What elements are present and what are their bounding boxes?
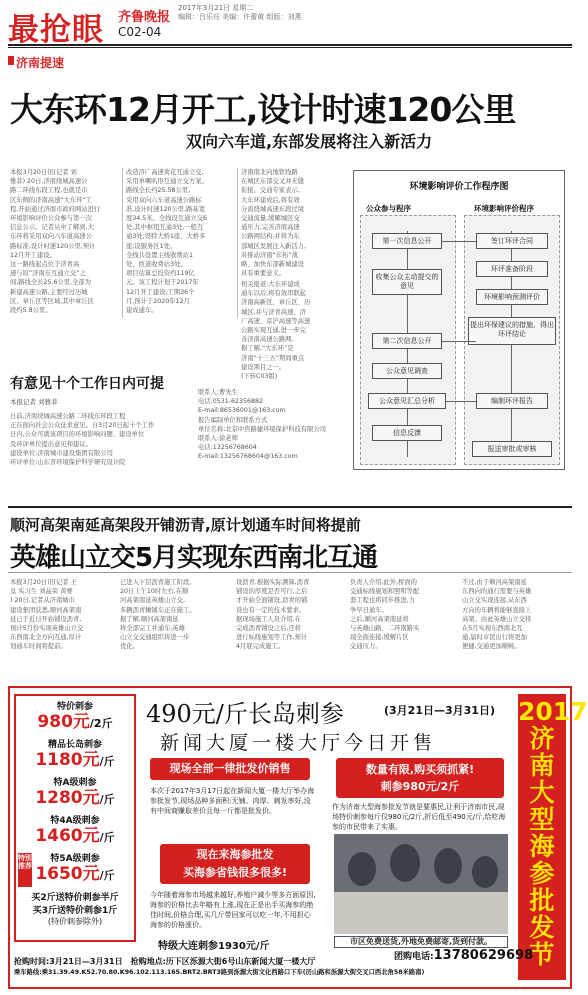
notice-title: 有意见十个工作日内可提 xyxy=(10,376,164,392)
text-line: 套工程也将同步推进,力 xyxy=(350,597,415,605)
text-line: 山立交交通组织将进一步 xyxy=(120,634,190,642)
text-line: 建设项目之一。 xyxy=(241,363,286,371)
text-line: 通压力,完善济南高速 xyxy=(241,224,300,232)
ad-bonus-note: (特价刺参除外) xyxy=(47,917,103,926)
text-line: 公路网结构,并将为东 xyxy=(241,233,300,241)
contact-line: E-mail:13256768604@163.com xyxy=(198,453,298,461)
text-line: 12月开工建设。 xyxy=(10,251,56,259)
ad-limited-line-1: 数量有限,购买须抓紧! xyxy=(365,763,475,776)
text-line: 20日上午10时左右,在顺 xyxy=(120,588,189,596)
story2-column-1 xyxy=(10,578,114,668)
diagram-left-step: 第二次信息公开 xyxy=(372,333,442,349)
text-line: 延已于近日开始铺设沥青, xyxy=(10,615,82,623)
ad-red-box-line-1: 现在来海参批发 xyxy=(196,848,274,861)
contact-line: 联系人:曹先生 xyxy=(198,389,238,396)
ad-date-range: (3月21日—3月31日) xyxy=(384,704,495,717)
text-line: 处、匝道收费站3处。 xyxy=(126,261,187,269)
notice-line: 建设单位:济南城市建设集团有限公司 xyxy=(10,449,113,457)
text-line: 完成沥青铺设之后,还将 xyxy=(236,625,301,633)
price-item xyxy=(16,851,134,886)
text-line: 铺设的厚度是否可行,之后 xyxy=(236,588,308,596)
text-line: 城区,并与济青高速、济 xyxy=(241,308,306,316)
issue-date: 2017年3月21日 xyxy=(178,4,231,12)
section-tag-marker xyxy=(8,56,14,65)
text-line: 段约5.8公里。 xyxy=(10,307,52,315)
ad-paragraph-3: 今年随着海参市场越来越好,养殖户减少等多方面原因,海参的价格比去年略有上涨,现在正是出手买海参的绝佳时间,价格合理,买几斤带回家可以吃一年,不用担心海参的价格涨价。 xyxy=(150,891,316,929)
price-item-value xyxy=(16,864,134,886)
price-item xyxy=(16,813,134,848)
ad-red-banner: 现场全部一律批发价销售 xyxy=(150,758,310,780)
text-line: 多辆沥青摊铺车正在施工。 xyxy=(120,606,196,614)
text-line: 划通车时间将提前。 xyxy=(10,643,67,651)
ad-paragraph-2: 作为济南大型海参批发节就是要惠民,让利于济南市民,现场特价刺参每斤仅980元/2斤,折后低至490元/斤,给吃海参的市民带来了实惠。 xyxy=(332,803,506,831)
text-line: 采用单喇叭形互通立交方案。 xyxy=(126,178,208,186)
diagram-link xyxy=(442,341,476,342)
text-line: 济南高新区、章丘区、历 xyxy=(241,299,311,307)
story1-column-3 xyxy=(241,168,347,278)
header-rule-thin xyxy=(8,47,572,48)
price-item-name: 特5A级刺参 xyxy=(50,854,100,864)
text-line: 准,设计时速120公里,路基宽 xyxy=(126,205,205,213)
price-unit: /斤 xyxy=(99,831,115,844)
diagram-right-step: 签订环评合同 xyxy=(476,233,548,249)
text-line: 大东环建成后,将有效 xyxy=(241,196,300,204)
header-rule xyxy=(8,44,572,46)
price-item-value xyxy=(16,788,134,810)
diagram-right-heading: 环境影响评价程序 xyxy=(474,204,534,213)
price-item-name: 特4A级刺参 xyxy=(50,816,100,826)
text-line: 交通压力。 xyxy=(350,643,382,651)
text-line: 优化。 xyxy=(120,643,139,651)
text-line: 度34.5米。全线设互通立交6 xyxy=(126,215,207,223)
text-line: 东西南北全方向互通,原计 xyxy=(10,634,82,642)
editor-credit: 编辑：吕乐珏 xyxy=(178,13,220,21)
text-line: 东环将采用双向六车道高速公 xyxy=(10,233,92,241)
ad-subtitle: 新闻大厦一楼大厅今日开售 xyxy=(160,732,437,754)
price-item xyxy=(16,699,134,734)
text-line: 元。该工程计划于2017年 xyxy=(126,279,199,287)
story1-column-4 xyxy=(241,280,347,380)
text-line: 12月开工建设,工期36个 xyxy=(126,288,195,296)
text-line: 争早日通车。 xyxy=(350,606,388,614)
section-tag: 济南提速 xyxy=(16,56,65,70)
text-line: 这一路线起点位于济青高 xyxy=(10,261,80,269)
text-line: 与英雄山路、二环南路实 xyxy=(350,625,420,633)
notice-line: 日前,济南绕城高速公路二环线东环段工程 xyxy=(10,413,126,420)
text-line: 济南南北向地铁线路 xyxy=(241,169,298,176)
price-item-name: 特价刺参 xyxy=(56,702,93,712)
text-line: 本报3月20日讯(记者 刘 xyxy=(10,169,77,176)
text-line: 皇 实习生 刘晶荣 黄赛 xyxy=(10,588,73,596)
text-line: 方向的车辆将能够直接上 xyxy=(462,606,532,614)
text-line: 在5月实现东西南北互 xyxy=(462,625,523,633)
text-line: 相关报道:大东环建成 xyxy=(241,281,300,288)
text-line: 新建高速公路,主要经过历城 xyxy=(10,288,88,296)
text-line: 之后,顺河高架南延将 xyxy=(350,615,409,623)
contact-line: 电话:13256768604 xyxy=(198,444,257,452)
price-amount: 1650元 xyxy=(35,864,100,884)
text-line: 分流绕城高速东段过境 xyxy=(241,205,304,213)
story2-column-2 xyxy=(120,578,230,668)
text-line: 建成通车。 xyxy=(126,307,158,315)
text-line: 环境影响评价公众参与第一次 xyxy=(10,215,92,223)
ad-red-box-line-2: 买海参省钱很多很多! xyxy=(182,866,288,879)
price-amount: 980元 xyxy=(37,712,90,732)
notice-byline: 本报记者 刘雅菲 xyxy=(10,398,58,406)
photo-counter xyxy=(334,892,508,934)
contact-line: 单位名称:北京中咨路捷环境保护科技有限公司 xyxy=(198,425,327,433)
text-line: 据了解,顺河高架南延 xyxy=(120,615,179,623)
text-line: 信息公示。记者从中了解到,大 xyxy=(10,224,94,232)
ad-phone xyxy=(394,948,533,963)
text-line: 速与原“济南东互通立交”之 xyxy=(10,270,86,278)
story2-column-3 xyxy=(236,578,344,668)
price-amount: 1180元 xyxy=(35,750,100,770)
diagram-right-step: 提出环保建议的措施、得出环评结论 xyxy=(468,317,556,345)
text-line: 高架。由此英雄山立交将 xyxy=(462,615,532,623)
ad-limited-box xyxy=(336,758,504,798)
ad-place: 抢购地点:历下区泺源大街6号山东新闻大厦一楼大厅 xyxy=(130,957,316,966)
price-unit: /斤 xyxy=(99,755,115,768)
advertisement xyxy=(8,686,588,989)
ad-bonus-2: 买3斤送特价刺参1斤 xyxy=(32,906,118,916)
column-divider xyxy=(122,168,123,318)
diagram-left-step: 公众意见调查 xyxy=(372,363,442,379)
text-line: 项目估算总投资约119亿 xyxy=(126,270,195,278)
diagram-link xyxy=(442,241,476,242)
contact-line: 报告编制单位和联系方式 xyxy=(198,416,268,424)
text-line: 善济南高速公路网。 xyxy=(241,336,298,344)
contact-line: E-mail:86536001@163.com xyxy=(198,407,286,415)
diagram-left-step: 收集公众主动提交的意见 xyxy=(372,269,442,295)
story-divider xyxy=(8,506,572,508)
story1-column-2 xyxy=(126,168,236,318)
text-line: 交通流量,缓解城区交 xyxy=(241,215,300,223)
text-line: 路二环线东段工程,也就是市 xyxy=(10,187,88,195)
column-divider xyxy=(237,168,238,318)
text-line: 才开始全面铺设,沥青的铺 xyxy=(236,597,308,605)
diagram-left-step: 公众意见汇总分析 xyxy=(368,393,446,409)
ad-title: 490元/斤长岛刺参 xyxy=(146,700,344,728)
price-item-name: 精品长岛刺参 xyxy=(47,740,102,750)
notice-line: 环评单位:山东省环境保护科学研究设计院 xyxy=(10,459,126,467)
story1-column-1 xyxy=(10,168,120,318)
text-line: 间,路线全长25.6公里,全部为 xyxy=(10,279,91,287)
text-line: 全线共设置主线收费站1 xyxy=(126,251,193,259)
ad-photo xyxy=(334,834,508,934)
main-headline: 大东环12月开工,设计时速120公里 xyxy=(10,90,516,129)
diagram-left-step: 信息反馈 xyxy=(372,425,442,441)
text-line: ) 20日,记者从济南城市 xyxy=(10,597,75,605)
text-line: 在城区东部交叉并无缝 xyxy=(241,178,304,186)
text-line: 采用双向六车道高速公路标 xyxy=(126,196,202,204)
section-title: 最抢眼 xyxy=(8,12,104,48)
price-item-name: 特A级刺参 xyxy=(53,778,97,788)
proof-credit: 组版：刘燕 xyxy=(266,13,302,21)
ad-big-note: 特级大连刺参1930元/斤 xyxy=(158,941,270,952)
diagram-left-heading: 公众参与程序 xyxy=(366,204,411,213)
text-line: 据现场施工人员介绍,在 xyxy=(236,615,301,623)
photo-person xyxy=(434,848,462,884)
story2-kicker: 顺河高架南延高架段开铺沥青,原计划通车时间将提前 xyxy=(10,516,361,534)
text-line: 将全部完工并通车,英雄 xyxy=(120,625,185,633)
photo-person xyxy=(390,844,420,882)
text-line: 公路实现互通,进一步完 xyxy=(241,327,306,335)
text-line: 已进入下层沥青施工阶段。 xyxy=(120,579,196,586)
price-item-value xyxy=(16,750,134,772)
ad-limited-line-2: 刺参980元/2斤 xyxy=(380,780,460,793)
text-line: 程,开始通过济南市政府网站进行 xyxy=(10,205,101,213)
issue-weekday: 星期二 xyxy=(232,4,254,12)
diagram-right-step: 编制环评报告 xyxy=(476,393,548,409)
text-line: 交通标线施划和照明等配 xyxy=(350,588,420,596)
price-item-value xyxy=(16,826,134,848)
text-line: 路标准,设计时速120公里,预计 xyxy=(10,242,96,250)
text-line: 4月底完成施工。 xyxy=(236,643,285,651)
text-line: 东西向的通行需要与英雄 xyxy=(462,588,532,596)
text-line: 部城区发展注入新活力, xyxy=(241,242,306,250)
text-line: 月,预计于2020年12月 xyxy=(126,297,190,305)
text-line: 改造济广高速荷花互通立交, xyxy=(126,169,204,176)
photo-person xyxy=(472,856,498,888)
text-line: 山立交实现连接,从东西 xyxy=(462,597,527,605)
text-line: 河高架南延英雄山立交, xyxy=(120,597,185,605)
ad-time: 抢购时间:3月21日—3月31日 xyxy=(14,957,123,966)
price-amount: 1460元 xyxy=(35,826,100,846)
diagram-left-step: 第一次信息公开 xyxy=(372,233,442,249)
text-line: 通3处;设特大桥1座、大桥多 xyxy=(126,233,206,241)
text-line: 便捷,交通更加顺畅。 xyxy=(462,643,521,651)
text-line: 设沥青,根据实际测算,沥青 xyxy=(236,579,310,586)
diagram-right-step: 环境影响预测评价 xyxy=(476,289,548,305)
price-item xyxy=(16,775,134,810)
text-line: 对推动济南“东拓”战 xyxy=(241,251,298,259)
diagram-right-step: 环评准备阶段 xyxy=(476,261,548,277)
text-line: 具有重要意义。 xyxy=(241,270,286,278)
text-line: 本报3月20日讯(记者 王 xyxy=(10,579,77,586)
price-item-value xyxy=(16,712,134,734)
text-line: 雅菲) 20日,济南绕城高速公 xyxy=(10,178,88,186)
notice-contact xyxy=(198,388,348,498)
diagram-right-step: 报送审批或审核 xyxy=(472,441,552,457)
ad-phone-label: 团购电话: xyxy=(394,952,434,962)
text-line: 广高速、京沪高速等高速 xyxy=(241,317,311,325)
text-line: 区东侧的济南高速“大东环”工 xyxy=(10,196,93,204)
notice-line: 及环评单位提出意见和建议。 xyxy=(10,440,92,448)
header-meta xyxy=(178,4,301,22)
story2-headline: 英雄山立交5月实现东西南北互通 xyxy=(10,543,378,573)
text-line: 通,届时市民出行将更加 xyxy=(462,634,527,642)
price-item xyxy=(16,737,134,772)
special-badge: 特别推荐 xyxy=(18,853,32,887)
main-subheadline: 双向六车道,东部发展将注入新活力 xyxy=(186,132,433,151)
text-line: 济南“十三五”期间重点 xyxy=(241,354,305,362)
ad-bonus-1: 买2斤送特价刺参半斤 xyxy=(31,893,119,903)
story2-column-4 xyxy=(350,578,456,668)
ad-phone-number: 13780629698 xyxy=(433,948,534,963)
page-code: C02-04 xyxy=(118,25,162,39)
diagram-link xyxy=(446,401,476,402)
text-line: 预计5月份实现英雄山立交 xyxy=(10,625,84,633)
text-line: 座;设服务区1处。 xyxy=(126,242,177,250)
notice-line: 日内,公众可就该项目的环境影响问题、建设单位 xyxy=(10,431,145,439)
text-line: 建设集团获悉,顺河高架南 xyxy=(10,606,82,614)
text-line: 通车以后,将有效串联起 xyxy=(241,290,306,298)
ad-photo-caption: 市区免费送货,外地免费邮寄,货到付款。 xyxy=(334,936,508,948)
designer-credit: 美编：许蕾黄 xyxy=(222,13,265,21)
ad-side-banner: 2017济南大型海参批发节 xyxy=(518,694,566,980)
price-unit: /斤 xyxy=(99,793,115,806)
contact-line: 电话:0531-62356882 xyxy=(198,398,264,406)
diagram-title: 环境影响评价工作程序图 xyxy=(409,182,509,192)
story2-column-5 xyxy=(462,578,572,668)
text-line: 据了解,“大东环”是 xyxy=(241,345,294,353)
price-unit: /斤 xyxy=(99,869,115,882)
text-line: 衔接。交通专家表示, xyxy=(241,187,300,195)
text-line: 设也有一定的技术要求。 xyxy=(236,606,306,614)
contact-line: 联系人:徐老师 xyxy=(198,435,238,443)
photo-person xyxy=(348,852,376,886)
text-line: 区、章丘区等区域,其中章丘区 xyxy=(10,297,94,305)
ad-paragraph-1: 本次于2017年3月17日起在新闻大厦一楼大厅举办海参批发节,现场品种多面积:无铺、肉厚、刺发率好,没有中间商赚取差价且每一斤都是批发价。 xyxy=(150,787,315,815)
ad-bus-route: 乘车路线:乘31.39.49.K52.70.80.K96.102.113.165.BRT2.BRT3路到泺源大街文化西路口下车(历山路和泺源大街交叉口西北角58米路南) xyxy=(14,969,425,976)
price-amount: 1280元 xyxy=(35,788,100,808)
text-line: 处,其中枢纽互通3处,一般互 xyxy=(126,224,204,232)
price-unit: /2斤 xyxy=(89,717,113,730)
text-line: 负责人介绍,此外,桥面的 xyxy=(350,579,417,586)
story2-rule xyxy=(8,572,572,573)
ad-price-list xyxy=(14,694,136,942)
notice-line: 正在面向社会公众征求意见。自3月20日起十个工作 xyxy=(10,422,155,430)
text-line: 路线全长约25.58公里, xyxy=(126,187,191,195)
ad-red-box xyxy=(160,844,310,884)
newspaper-logo: 齐鲁晚报 xyxy=(118,10,171,25)
text-line: 略、加快东部新城建设 xyxy=(241,261,304,269)
text-line: 现全面连接,缓解片区 xyxy=(350,634,409,642)
process-diagram xyxy=(353,170,565,470)
text-line: 进行标线施划等工作,预计 xyxy=(236,634,308,642)
text-line: (下转C03版) xyxy=(241,373,278,381)
text-line: 不过,由于顺河高架南延 xyxy=(462,579,527,586)
